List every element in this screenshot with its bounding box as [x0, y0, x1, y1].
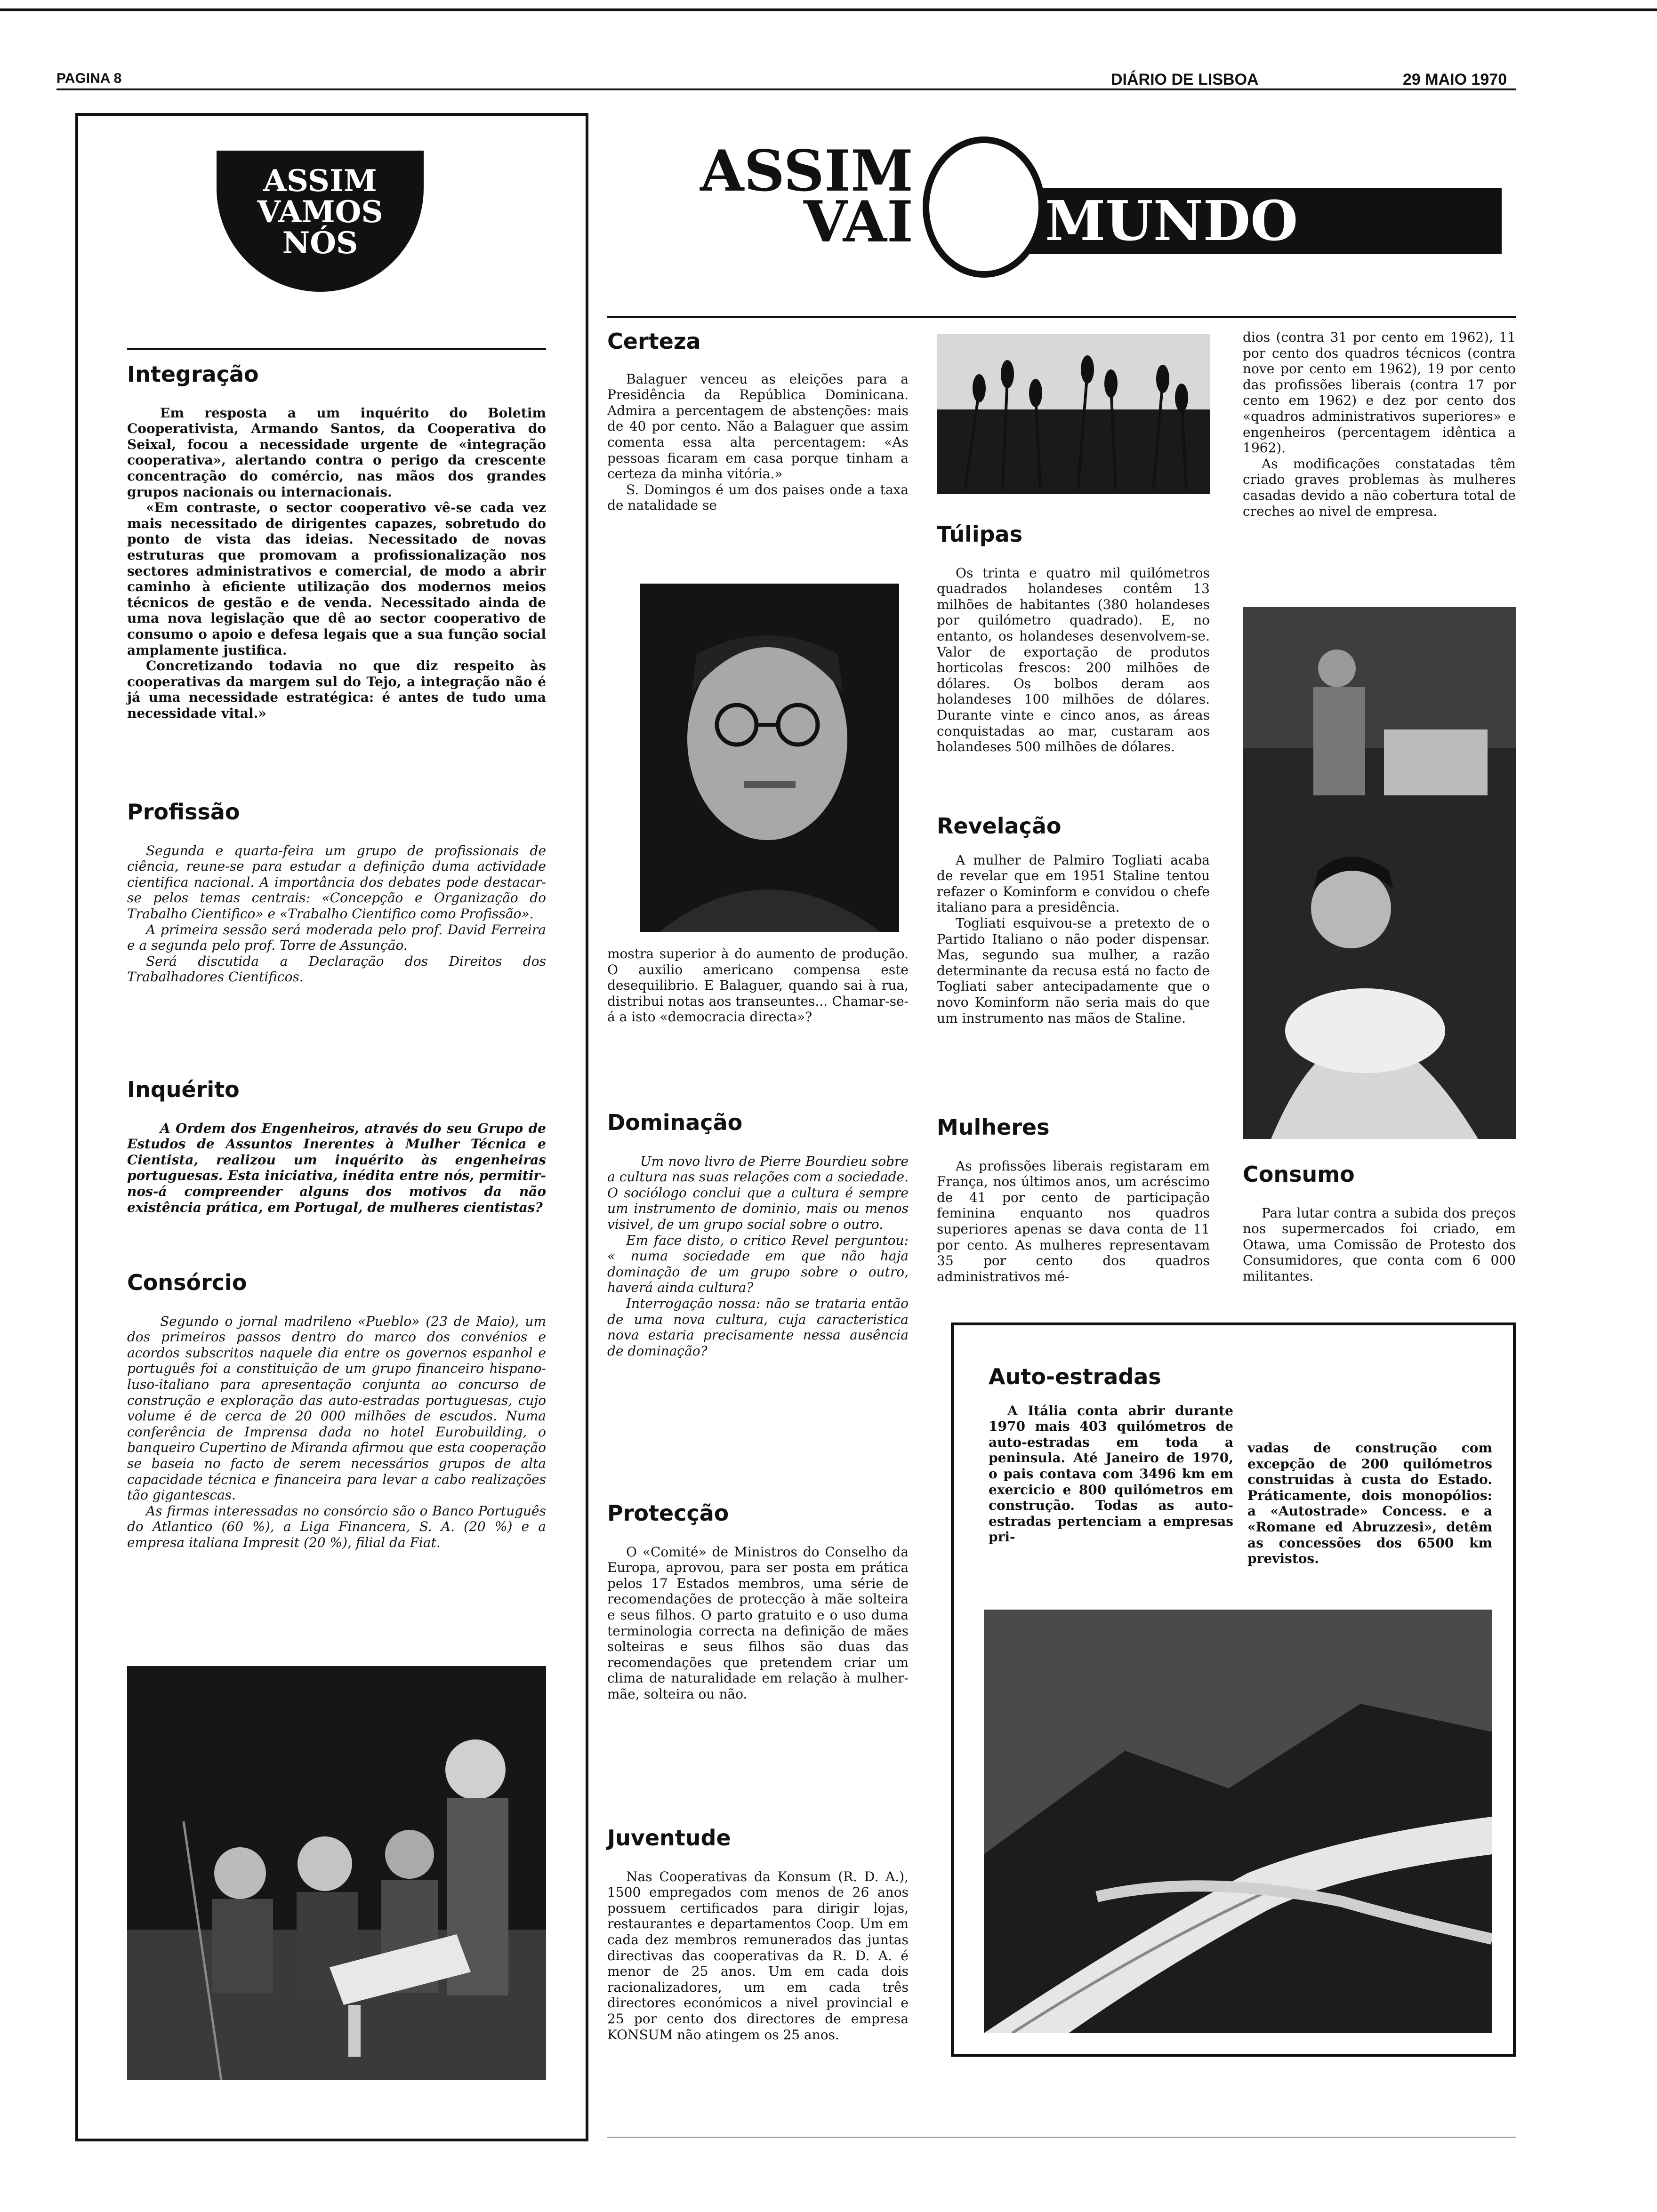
profissao-section	[127, 800, 546, 985]
section-title: Profissão	[127, 799, 240, 825]
paragraph: Em face disto, o critico Revel perguntou: « numa sociedade em que não haja dominação de um grupo sobre o outro, haverá ainda cultura?	[607, 1232, 909, 1296]
juventude-section	[607, 1826, 909, 2043]
top-rule	[0, 8, 1657, 11]
newspaper-name: DIÁRIO DE LISBOA	[1111, 71, 1259, 88]
certeza-section	[607, 329, 909, 513]
integracao-section	[127, 362, 546, 721]
paragraph: Segundo o jornal madrileno «Pueblo» (23 de Maio), um dos primeiros passos dentro do marco dos convénios e acordos subscritos naquele dia entre os governos espanhol e português foi a constituição de um grupo financeiro hispano-luso-italiano para apresentação conjunta ao concurso de construção e exploração das auto-estradas portuguesas, cujo volume é de cerca de 20 000 milhões de escudos. Numa conferência de Imprensa dada no hotel Eurobuilding, o banqueiro Cupertino de Miranda afirmou que esta cooperação se baseia no facto de serem necessários grupos de alta capacidade técnica e financeira para levar a cabo realizações tão gigantescas.	[127, 1313, 546, 1503]
section-title: Certeza	[607, 329, 701, 354]
conference-photo-art	[127, 1666, 546, 2080]
auto-estradas-section	[989, 1365, 1233, 1545]
workers-art	[1243, 607, 1516, 1139]
highway-art	[984, 1610, 1492, 2033]
paragraph: Os trinta e quatro mil quilómetros quadrados holandeses contêm 13 milhões de habitantes (380 holandeses por quilómetro quadrado). E, no entanto, os holandeses desenvolvem-se. Valor de exportação de produtos horticolas frescos: 200 milhões de dólares. Os bolbos deram aos holandeses 100 milhões de dólares. Durante vinte e cinco anos, as áreas conquistadas ao mar, custaram aos holandeses 500 milhões de dólares.	[937, 565, 1210, 755]
paragraph: A Itália conta abrir durante 1970 mais 403 quilómetros de auto-estradas em toda a peninsula. Até Janeiro de 1970, o pais contava com 3496 km em exercicio e 800 quilómetros em construção. Todas as auto-estradas pertenciam a empresas pri-	[989, 1403, 1233, 1545]
mulheres-section	[937, 1115, 1210, 1284]
section-title: Auto-estradas	[989, 1364, 1161, 1389]
section-title: Integração	[127, 361, 259, 387]
paragraph: Concretizando todavia no que diz respeito às cooperativas da margem sul do Tejo, a integração não é já uma necessidade estratégica: é antes de tudo uma necessidade vital.»	[127, 658, 546, 721]
masthead-word: MUNDO	[1045, 189, 1298, 253]
badge-line-3: NÓS	[282, 225, 358, 261]
masthead-line-2: VAI	[803, 189, 913, 255]
paragraph: Balaguer venceu as eleições para a Presidência da República Dominicana. Admira a percentagem de abstenções: mais de 40 por cento. Não a Balaguer que assim comenta essa alta percentagem: «As pessoas ficaram em casa porque tinham a certeza da minha vitória.»	[607, 371, 909, 482]
paragraph: Interrogação nossa: não se trataria então de uma nova cultura, cuja caracteristica nova estaria precisamente nessa ausência de dominação?	[607, 1295, 909, 1359]
balaguer-portrait	[640, 584, 899, 932]
masthead-o-circle	[923, 136, 1045, 278]
masthead-line-1: ASSIM	[700, 138, 913, 204]
paragraph: Um novo livro de Pierre Bourdieu sobre a cultura nas suas relações com a sociedade. O sociólogo conclui que a cultura é sempre um instrumento de dominio, mais ou menos visivel, de um grupo social sobre o outro.	[607, 1153, 909, 1232]
paragraph: vadas de construção com excepção de 200 quilómetros construidas à custa do Estado. Práticamente, dois monopólios: a «Autostrade» Concess. e a «Romane ed Abruzzesi», detêm as concessões dos 6500 km previstos.	[1247, 1440, 1492, 1567]
paragraph: mostra superior à do aumento de produção. O auxilio americano compensa este desequilibrio. E Balaguer, quando sai à rua, distribui notas aos transeuntes... Chamar-se-á a isto «democracia directa»?	[607, 946, 909, 1025]
header-rule	[56, 88, 1516, 90]
revelacao-section	[937, 814, 1210, 1026]
paragraph: A primeira sessão será moderada pelo prof. David Ferreira e a segunda pelo prof. Torre de Assunção.	[127, 922, 546, 954]
badge-line-1: ASSIM	[263, 163, 377, 199]
portrait-art	[640, 584, 899, 932]
bottom-rule	[607, 2137, 1516, 2138]
paragraph: As firmas interessadas no consórcio são o Banco Português do Atlantico (60 %), a Liga Financera, S. A. (20 %) e a empresa italiana Impresit (20 %), filial da Fiat.	[127, 1503, 546, 1550]
paragraph: Segunda e quarta-feira um grupo de profissionais de ciência, reune-se para estudar a definição duma actividade cientifica nacional. A importância dos debates pode destacar-se pelos temas centrais: «Concepção e Organização do Trabalho Cientifico» e «Trabalho Cientifico como Profissão».	[127, 842, 546, 922]
masthead-left	[621, 138, 913, 255]
women-workers-photo	[1243, 607, 1516, 1139]
paragraph: S. Domingos é um dos paises onde a taxa de natalidade se	[607, 481, 909, 513]
paragraph: As modificações constatadas têm criado graves problemas às mulheres casadas devido a não cobertura total de creches ao nivel de empresa.	[1243, 456, 1516, 519]
section-title: Protecção	[607, 1500, 729, 1526]
section-title: Consumo	[1243, 1162, 1355, 1187]
consumo-section	[1243, 1162, 1516, 1284]
masthead-right-bar	[1003, 188, 1502, 254]
section-title: Túlipas	[937, 521, 1022, 547]
tulips-photo	[937, 334, 1210, 494]
paragraph: O «Comité» de Ministros do Conselho da Europa, aprovou, para ser posta em prática pelos 17 Estados membros, uma série de recomendações de protecção à mãe solteira e seus filhos. O parto gratuito e o uso duma terminologia correcta na definição de mães solteiras e seus filhos são duas das recomendações que pretendem criar um clima de naturalidade em relação à mulher-mãe, solteira ou não.	[607, 1544, 909, 1702]
tulips-art	[937, 334, 1210, 494]
paragraph: Para lutar contra a subida dos preços nos supermercados foi criado, em Otawa, uma Comissão de Protesto dos Consumidores, que conta com 6 000 militantes.	[1243, 1205, 1516, 1284]
mulheres-continued	[1243, 329, 1516, 519]
paragraph: Em resposta a um inquérito do Boletim Cooperativista, Armando Santos, da Cooperativa do Seixal, focou a necessidade urgente de «integração cooperativa», alertando contra o perigo da crescente concentração do comércio, nas mãos dos grandes grupos nacionais ou internacionais.	[127, 405, 546, 500]
paragraph: Togliati esquivou-se a pretexto de o Partido Italiano o não poder dispensar. Mas, segundo sua mulher, a razão determinante da recusa está no facto de Togliati saber antecipadamente que o novo Kominform não seria mais do que um instrumento nas mãos de Staline.	[937, 915, 1210, 1026]
inquerito-section	[127, 1078, 546, 1215]
issue-date: 29 MAIO 1970	[1403, 71, 1507, 88]
section-title: Dominação	[607, 1110, 743, 1135]
proteccao-section	[607, 1501, 909, 1702]
certeza-continued	[607, 946, 909, 1025]
paragraph: Será discutida a Declaração dos Direitos dos Trabalhadores Cientificos.	[127, 953, 546, 985]
paragraph: dios (contra 31 por cento em 1962), 11 por cento dos quadros técnicos (contra nove por cento em 1962), 19 por cento das profissões liberais (contra 17 por cento em 1962) e dez por cento dos «quadros administrativos superiores» e engenheiros (percentagem idêntica a 1962).	[1243, 329, 1516, 456]
paragraph: A Ordem dos Engenheiros, através do seu Grupo de Estudos de Assuntos Inerentes à Mulher Técnica e Cientista, realizou um inquérito às engenheiras portuguesas. Esta iniciativa, inédita entre nós, permitir-nos-á compreender alguns dos motivos da não existência prática, em Portugal, de mulheres cientistas?	[127, 1120, 546, 1215]
masthead-rule	[607, 316, 1516, 318]
conference-photo	[127, 1666, 546, 2080]
badge-line-2: VAMOS	[257, 194, 383, 230]
left-box-rule	[127, 348, 546, 350]
tulipas-section	[937, 522, 1210, 755]
section-title: Consórcio	[127, 1270, 247, 1295]
highway-photo	[984, 1610, 1492, 2033]
paragraph: Nas Cooperativas da Konsum (R. D. A.), 1500 empregados com menos de 26 anos possuem certificados para dirigir lojas, restaurantes e departamentos Coop. Um em cada dez membros remunerados das juntas directivas das cooperativas da R. D. A. é menor de 25 anos. Um em cada dois racionalizadores, um em cada três directores económicos a nivel provincial e 25 por cento dos directores de empresa KONSUM não atingem os 25 anos.	[607, 1868, 909, 2043]
consorcio-section	[127, 1271, 546, 1551]
paragraph: As profissões liberais registaram em França, nos últimos anos, um acréscimo de 41 por cento de participação feminina enquanto nos quadros superiores apenas se dava conta de 11 por cento. As mulheres representavam 35 por cento dos quadros administrativos mé-	[937, 1158, 1210, 1284]
page-number: PAGINA 8	[56, 71, 122, 86]
section-title: Mulheres	[937, 1114, 1050, 1140]
paragraph: «Em contraste, o sector cooperativo vê-se cada vez mais necessitado de dirigentes capazes, sobretudo do ponto de vista das ideias. Necessitado de novas estruturas que promovam a profissionalização nos sectores administrativos e comercial, de modo a abrir caminho à eficiente utilização dos modernos meios técnicos de gestão e de venda. Necessitado ainda de uma nova legislação que dê ao sector cooperativo de consumo o apoio e defesa legais que a sua função social amplamente justifica.	[127, 500, 546, 658]
section-title: Revelação	[937, 813, 1062, 839]
dominacao-section	[607, 1111, 909, 1359]
section-title: Inquérito	[127, 1077, 240, 1102]
auto-estradas-continued	[1247, 1440, 1492, 1567]
paragraph: A mulher de Palmiro Togliati acaba de revelar que em 1951 Staline tentou refazer o Kominform e convidou o chefe italiano para a presidência.	[937, 852, 1210, 915]
section-title: Juventude	[607, 1825, 731, 1851]
